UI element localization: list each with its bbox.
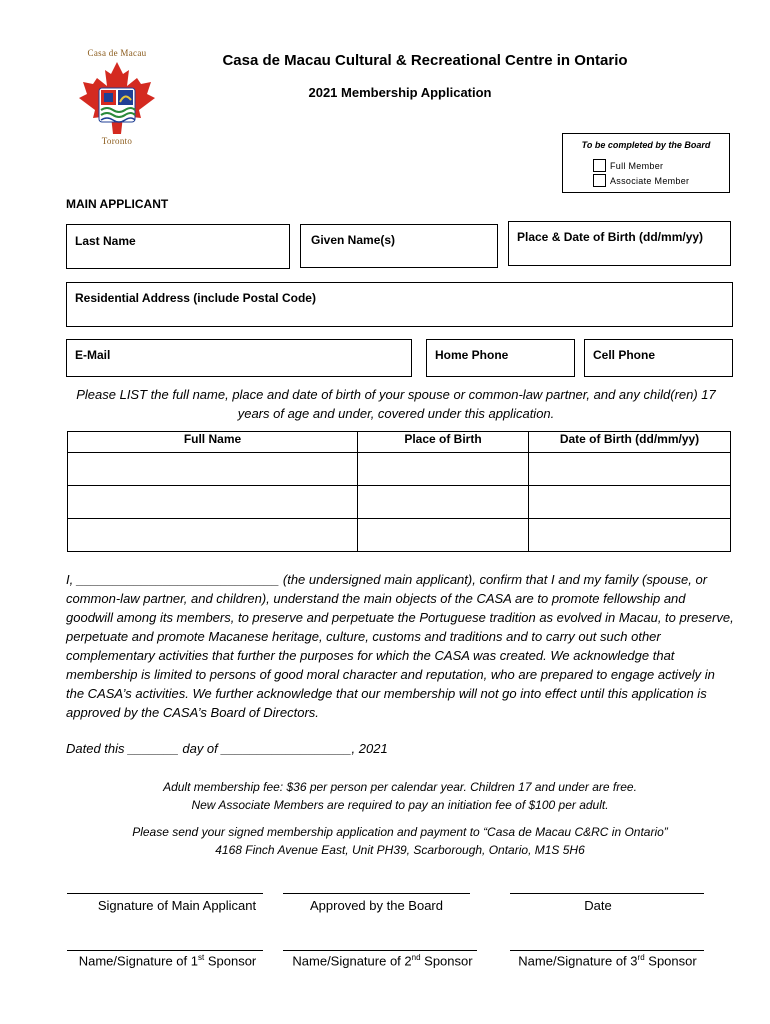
residential-address-label: Residential Address (include Postal Code) (75, 291, 316, 305)
full-member-option[interactable] (593, 160, 663, 173)
sponsor-prefix: Name/Signature of (78, 953, 191, 969)
mailing-info (66, 823, 734, 859)
sponsor-suffix: Sponsor (204, 953, 257, 969)
board-box-title: To be completed by the Board (581, 140, 711, 150)
logo-bottom-text: Toronto (101, 136, 133, 146)
dated-line: Dated this _______ day of __________________, 2021 (66, 741, 388, 756)
family-birthplace-cell[interactable] (358, 486, 529, 519)
last-name-field[interactable] (66, 224, 290, 269)
main-signature-label: Signature of Main Applicant (97, 898, 257, 913)
declaration-paragraph: I, ____________________________ (the undersigned main applicant), confirm that I and my family (spouse, or common-law partner, and children), understand the main objects of the CASA are to promote fellowship and goodwill among its members, to preserve and perpetuate the Portuguese tradition as evolved in Macau, to preserve, perpetuate and promote Macanese heritage, culture, customs and traditions and to carry out such other complementary activities that further the purposes for which the CASA was created. We acknowledge that membership is limited to persons of good moral character and reputation, who are prepared to engage actively in the CASA’s activities. We further acknowledge that our membership will not go into effect until this application is approved by the CASA’s Board of Directors. (66, 572, 734, 720)
logo-top-text: Casa de Macau (87, 48, 147, 58)
full-name-column: Full Name (68, 432, 358, 453)
sponsor-ordinal: st (197, 953, 205, 962)
sponsor-prefix: Name/Signature of (518, 953, 631, 969)
board-approval-line[interactable] (283, 893, 470, 894)
full-member-label: Full Member (610, 160, 664, 171)
main-signature-line[interactable] (67, 893, 263, 894)
family-birthplace-cell[interactable] (358, 453, 529, 486)
residential-address-field[interactable] (66, 282, 733, 327)
associate-member-label: Associate Member (610, 175, 690, 186)
family-birthdate-cell[interactable] (529, 486, 731, 519)
cell-phone-field[interactable] (584, 339, 733, 377)
full-member-checkbox[interactable] (593, 159, 606, 172)
fee-info (66, 778, 734, 814)
fee-line-2: New Associate Members are required to pay an initiation fee of $100 per adult. (191, 798, 609, 812)
sponsor2-label (275, 953, 490, 968)
associate-member-option[interactable] (593, 175, 689, 188)
place-of-birth-column: Place of Birth (358, 432, 529, 453)
family-name-cell[interactable] (68, 519, 358, 552)
date-of-birth-column: Date of Birth (dd/mm/yy) (529, 432, 731, 453)
board-approval-label: Approved by the Board (310, 898, 443, 913)
sponsor3-signature-line[interactable] (510, 950, 704, 951)
family-birthdate-cell[interactable] (529, 519, 731, 552)
given-names-field[interactable] (300, 224, 498, 268)
board-use-box (562, 133, 730, 193)
page-subtitle: 2021 Membership Application (308, 85, 492, 100)
fee-line-1: Adult membership fee: $36 per person per calendar year. Children 17 and under are free. (163, 780, 637, 794)
home-phone-label: Home Phone (435, 348, 509, 362)
sponsor3-label (500, 953, 715, 968)
sponsor-number: 3 (630, 953, 638, 969)
email-field[interactable] (66, 339, 412, 377)
last-name-label: Last Name (75, 234, 136, 248)
page-title: Casa de Macau Cultural & Recreational Centre in Ontario (222, 52, 628, 69)
sponsor-number: 1 (190, 953, 198, 969)
birth-place-date-field[interactable] (508, 221, 731, 266)
date-label: Date (584, 898, 612, 913)
sponsor1-label (60, 953, 275, 968)
birth-place-date-label: Place & Date of Birth (dd/mm/yy) (517, 230, 704, 244)
sponsor1-signature-line[interactable] (67, 950, 263, 951)
sponsor2-signature-line[interactable] (283, 950, 477, 951)
family-table (67, 431, 731, 552)
main-applicant-heading: MAIN APPLICANT (66, 197, 169, 211)
send-line-2: 4168 Finch Avenue East, Unit PH39, Scarborough, Ontario, M1S 5H6 (215, 843, 585, 857)
family-instructions: Please LIST the full name, place and date of birth of your spouse or common-law partner, and any child(ren) 17 years of age and under, covered under this application. (76, 387, 716, 421)
sponsor-ordinal: rd (637, 953, 645, 962)
family-name-cell[interactable] (68, 486, 358, 519)
sponsor-suffix: Sponsor (644, 953, 697, 969)
date-line[interactable] (510, 893, 704, 894)
sponsor-number: 2 (404, 953, 412, 969)
family-table-header (68, 432, 731, 453)
sponsor-prefix: Name/Signature of (292, 953, 405, 969)
family-birthdate-cell[interactable] (529, 453, 731, 486)
table-row (68, 519, 731, 552)
table-row (68, 486, 731, 519)
given-names-label: Given Name(s) (311, 233, 396, 247)
home-phone-field[interactable] (426, 339, 575, 377)
table-row (68, 453, 731, 486)
send-line-1: Please send your signed membership application and payment to “Casa de Macau C&RC in Ontario” (132, 825, 668, 839)
family-name-cell[interactable] (68, 453, 358, 486)
email-label: E-Mail (75, 348, 111, 362)
associate-member-checkbox[interactable] (593, 174, 606, 187)
sponsor-suffix: Sponsor (420, 953, 473, 969)
family-birthplace-cell[interactable] (358, 519, 529, 552)
sponsor-ordinal: nd (411, 953, 421, 962)
cell-phone-label: Cell Phone (593, 348, 656, 362)
